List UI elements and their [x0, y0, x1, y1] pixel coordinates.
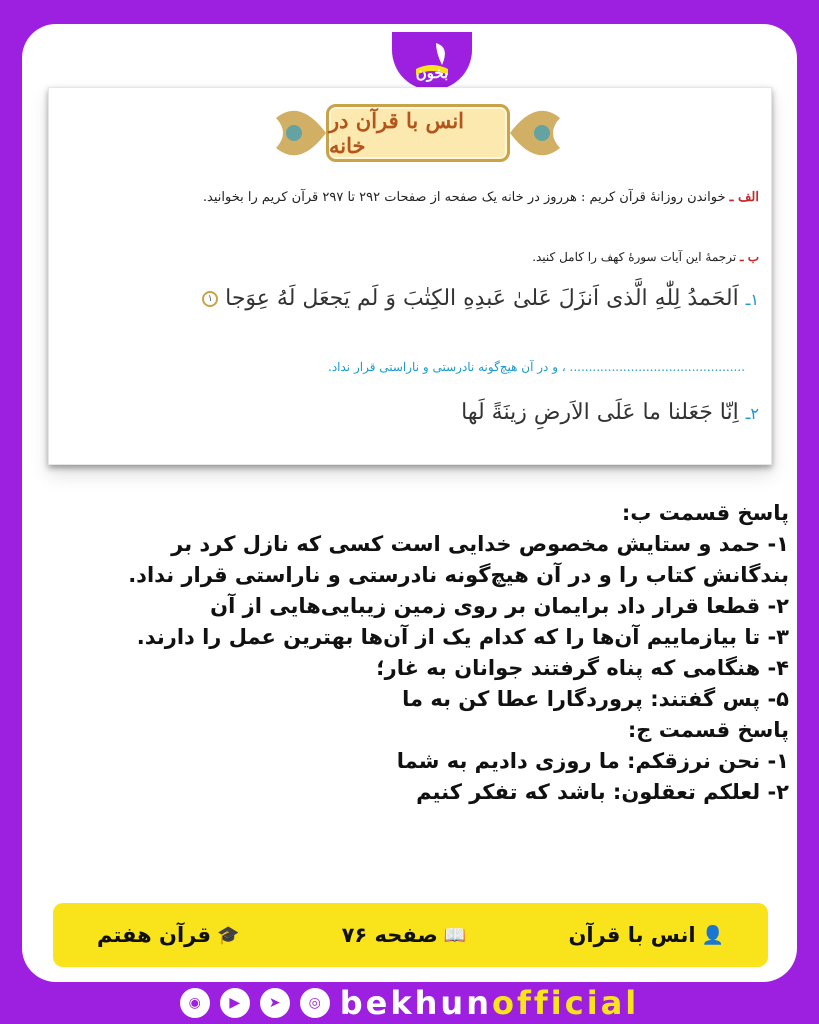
answer-line: ۴- هنگامی که پناه گرفتند جوانان به غار؛ — [376, 656, 789, 680]
answer-line: بندگانش کتاب را و در آن هیچ‌گونه نادرستی و ناراستی قرار نداد. — [128, 563, 789, 587]
instruction-be — [532, 250, 759, 264]
ayah-1-number: ١ـ — [745, 290, 759, 309]
be-tag: ب ـ — [740, 250, 759, 264]
telegram-icon[interactable]: ➤ — [260, 988, 290, 1018]
instagram-icon[interactable]: ◎ — [300, 988, 330, 1018]
footer-book — [97, 923, 239, 947]
alef-text: خواندن روزانهٔ قرآن کریم : هرروز در خانه یک صفحه از صفحات ۲۹۲ تا ۲۹۷ قرآن کریم را بخوانید. — [202, 190, 726, 205]
textbook-page — [48, 87, 772, 465]
answers-section — [49, 498, 789, 808]
answer-line: پاسخ قسمت ب: — [621, 501, 789, 525]
brand-main: bekhun — [339, 984, 492, 1022]
footer-info-bar — [53, 903, 768, 967]
footer-book-label: قرآن هفتم — [97, 923, 211, 947]
graduation-cap-icon: 🎓 — [216, 924, 240, 946]
ayah-1 — [198, 286, 759, 311]
footer-lesson — [568, 923, 724, 947]
ornament-right-icon — [510, 98, 566, 168]
translation-text: ، و در آن هیچ‌گونه نادرستی و ناراستی قرار نداد. — [328, 360, 566, 374]
student-icon: 👤 — [701, 924, 724, 946]
brand-accent: official — [491, 984, 640, 1022]
film-reel-icon[interactable]: ◉ — [180, 988, 210, 1018]
be-text: ترجمهٔ این آیات سورهٔ کهف را کامل کنید. — [532, 250, 737, 264]
logo-badge[interactable] — [392, 32, 472, 90]
translation-line — [328, 360, 745, 374]
answer-line: پاسخ قسمت ج: — [627, 718, 789, 742]
ayah-2-text: اِنّا جَعَلنا ما عَلَی الاَرضِ زینَةً لَها — [461, 400, 739, 425]
banner-title: انس با قرآن در خانه — [326, 104, 510, 162]
answer-line: ۲- قطعا قرار داد برایمان بر روی زمین زیبایی‌هایی از آن — [210, 594, 789, 618]
youtube-icon[interactable]: ▶ — [220, 988, 250, 1018]
answer-line: ۱- حمد و ستایش مخصوص خدایی است کسی که نازل کرد بر — [171, 532, 789, 556]
instruction-alef — [203, 190, 759, 205]
brand-name[interactable] — [340, 984, 640, 1022]
footer-page — [342, 923, 467, 947]
title-banner — [270, 92, 566, 174]
ornament-left-icon — [270, 98, 326, 168]
ayah-2-number: ٢ـ — [745, 404, 759, 423]
answer-line: ۱- نحن نرزقکم: ما روزی دادیم به شما — [396, 749, 789, 773]
answer-line: ۲- لعلکم تعقلون: باشد که تفکر کنیم — [416, 780, 789, 804]
open-book-icon: 📖 — [443, 924, 467, 946]
answer-line: ۵- پس گفتند: پروردگارا عطا کن به ما — [402, 687, 789, 711]
translation-blank: .............................................. — [569, 360, 745, 374]
brand-bar — [0, 982, 819, 1024]
footer-page-label: صفحه ۷۶ — [341, 923, 438, 947]
ayah-1-text: اَلحَمدُ لِلّٰهِ الَّذی اَنزَلَ عَلیٰ عَبدِهِ الکِتٰبَ وَ لَم یَجعَل لَهُ عِوَجا — [225, 286, 739, 311]
footer-lesson-label: انس با قرآن — [568, 923, 696, 947]
answer-line: ۳- تا بیازماییم آن‌ها را که کدام یک از آن‌ها بهترین عمل را دارند. — [136, 625, 789, 649]
alef-tag: الف ـ — [729, 190, 759, 205]
ayah-end-mark: ١ — [202, 291, 218, 307]
logo-text: بخون — [415, 64, 449, 82]
ayah-2 — [461, 400, 759, 425]
